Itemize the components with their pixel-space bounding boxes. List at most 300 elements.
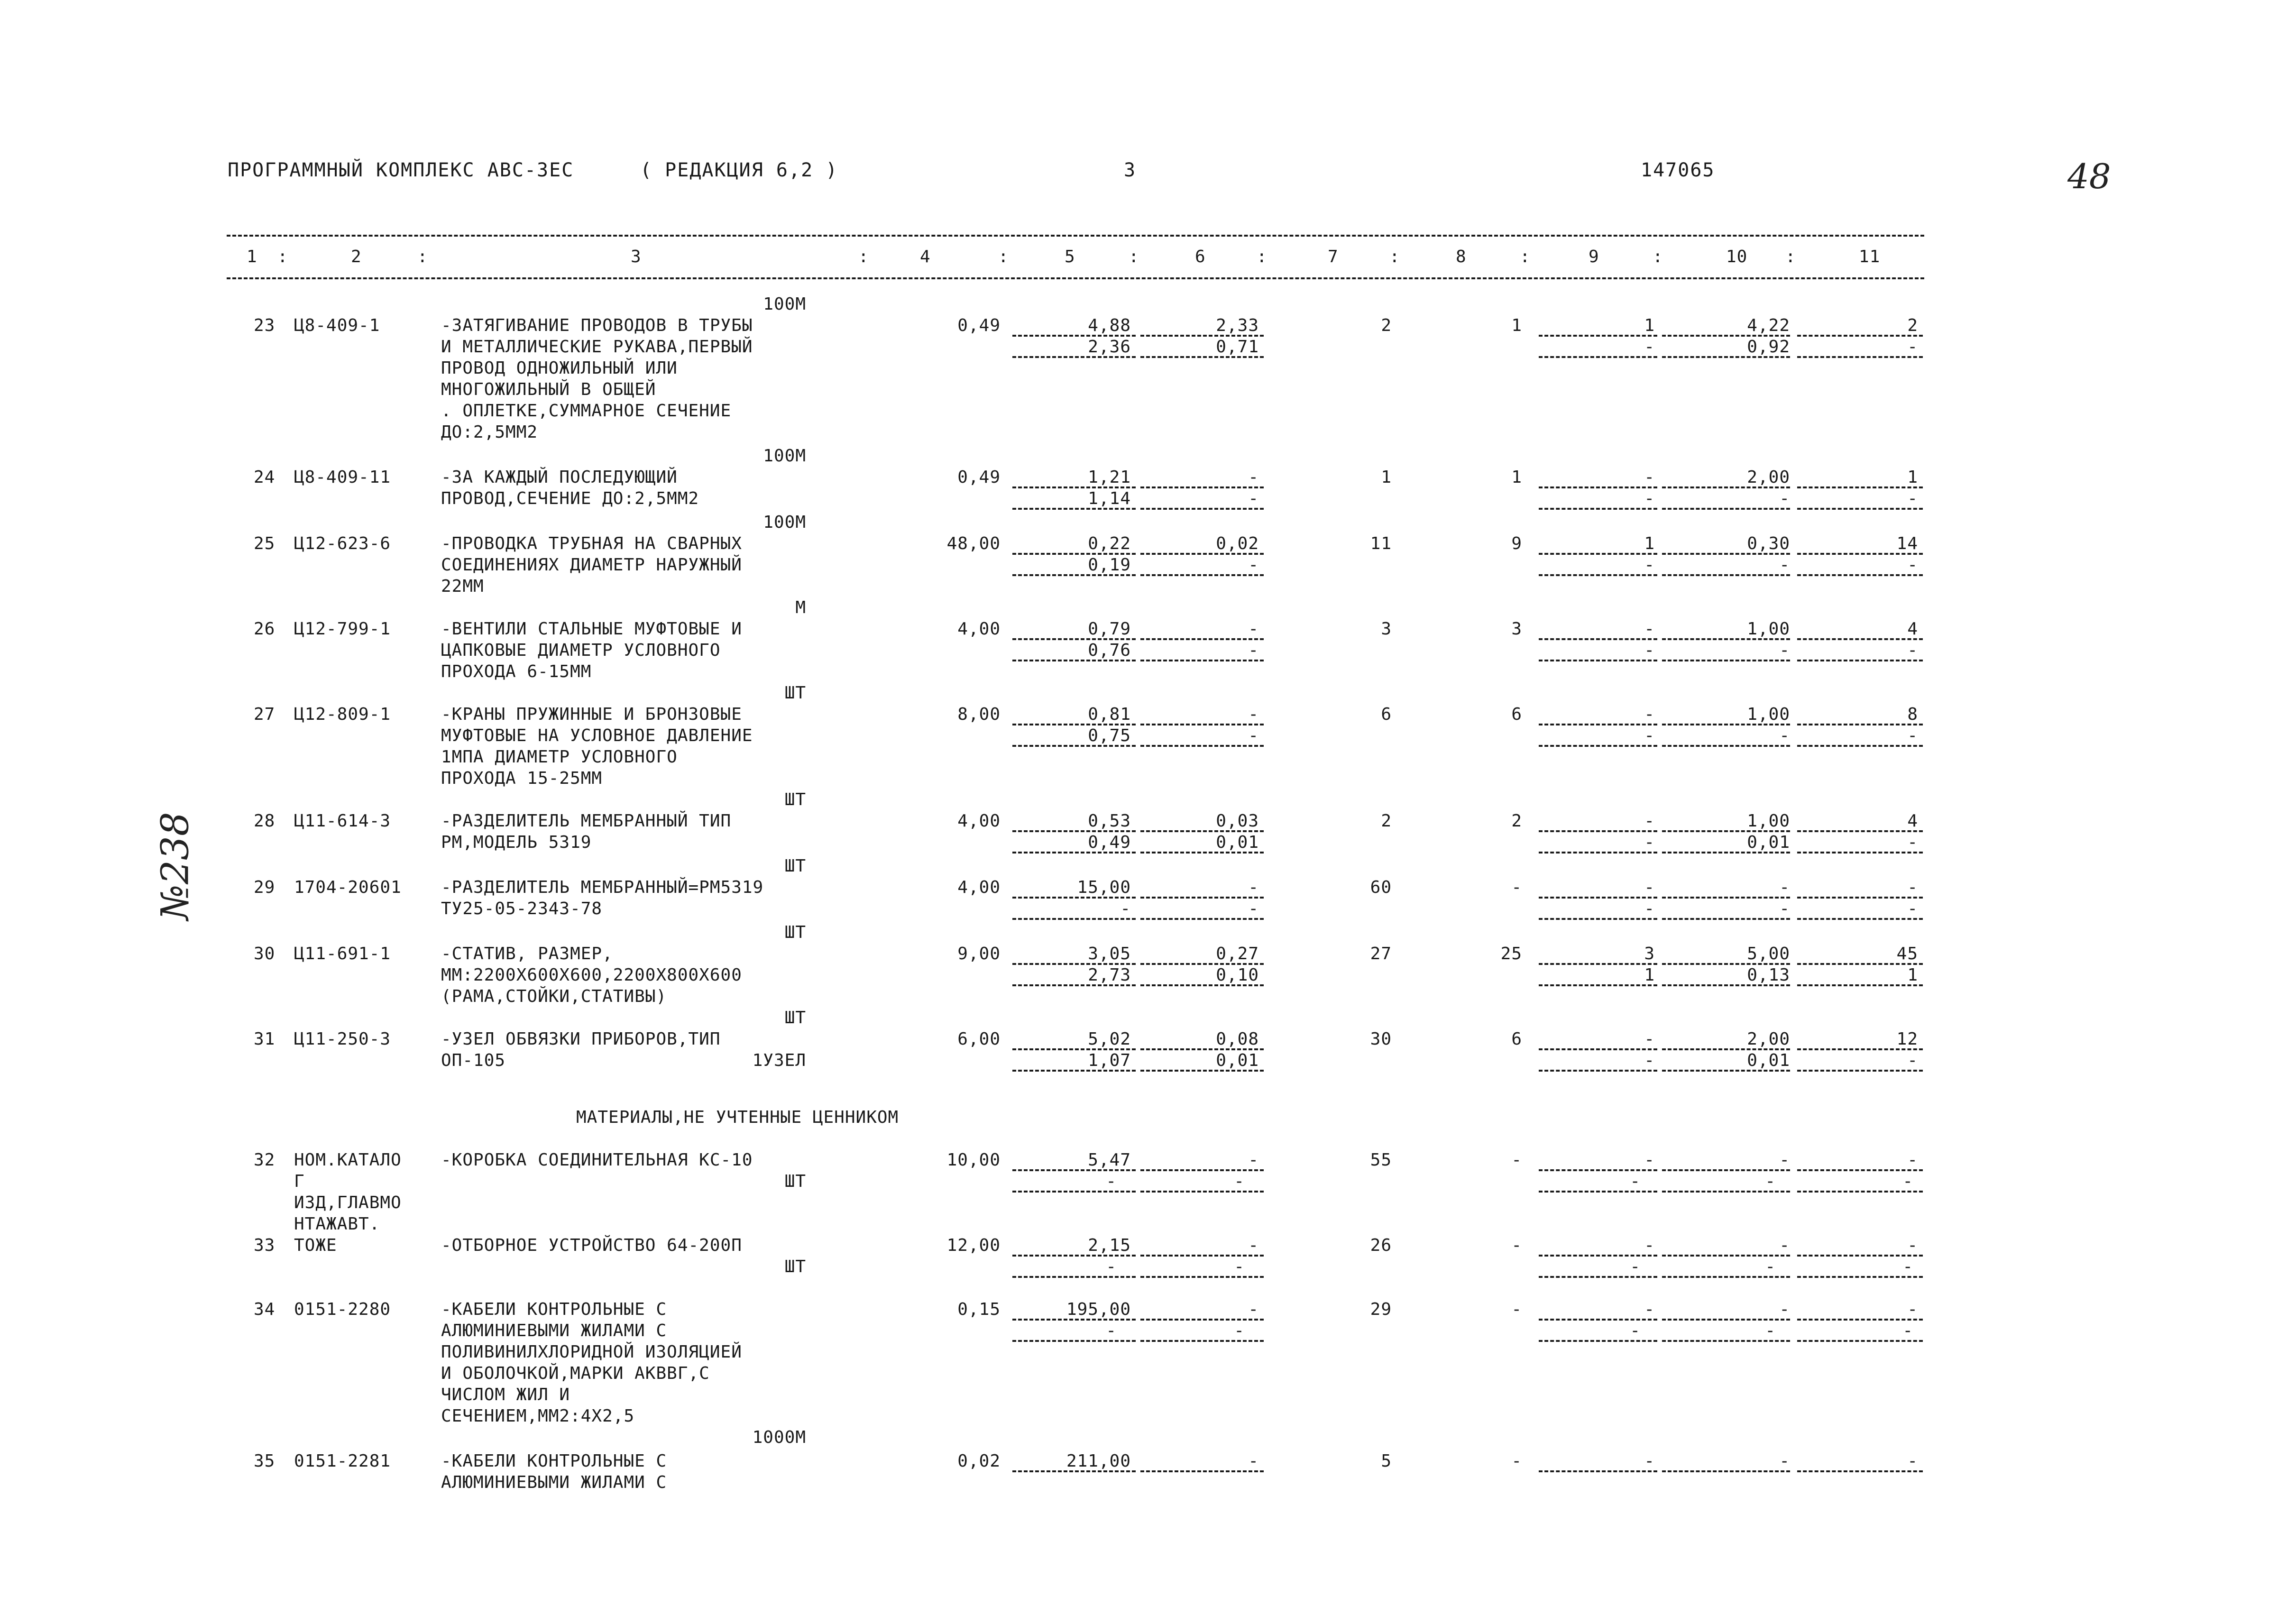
fraction-rule (1662, 356, 1790, 358)
row-number: 28 (254, 811, 276, 831)
empty-dash: - (1765, 1257, 1776, 1276)
wage-value: 0,10 (1216, 965, 1259, 985)
cost-value: - (1248, 468, 1259, 487)
cost-value: 211,00 (1066, 1451, 1131, 1471)
cost-value: 0,03 (1216, 811, 1259, 831)
column-separator: : (277, 247, 288, 266)
wage-value: 0,71 (1216, 337, 1259, 357)
work-description: СОЕДИНЕНИЯХ ДИАМЕТР НАРУЖНЫЙ (441, 555, 742, 575)
labor-value: 8 (1907, 705, 1918, 724)
fraction-rule (1140, 1070, 1264, 1072)
labor-value: 45 (1896, 944, 1918, 963)
wage-total: 0,13 (1747, 965, 1790, 985)
row-number: 30 (254, 944, 276, 963)
labor-value: 2,00 (1747, 1029, 1790, 1049)
total-value: 2 (1511, 811, 1522, 831)
labor-value: 4 (1907, 619, 1918, 639)
labor-value: 1,00 (1747, 811, 1790, 831)
wage-total: - (1644, 337, 1655, 357)
fraction-rule (1012, 745, 1136, 747)
total-value: 6 (1381, 705, 1392, 724)
fraction-rule (1539, 1070, 1657, 1072)
price-code: Ц11-614-3 (294, 811, 391, 831)
fraction-rule (1140, 508, 1264, 510)
fraction-rule (1797, 1070, 1923, 1072)
empty-dash: - (1630, 1172, 1641, 1191)
wage-value: 0,75 (1088, 726, 1131, 745)
unit-label: ШТ (784, 683, 806, 703)
column-separator: : (858, 247, 869, 266)
wage-total: - (1644, 1051, 1655, 1070)
unit-label: 1УЗЕЛ (752, 1051, 806, 1070)
work-description: ТУ25-05-2343-78 (441, 899, 603, 918)
work-description: ПРОХОДА 15-25ММ (441, 769, 603, 788)
labor-value: - (1779, 1451, 1790, 1471)
fraction-rule (1797, 984, 1923, 986)
price-code: НТАЖАВТ. (294, 1214, 380, 1234)
column-separator: : (417, 247, 428, 266)
work-description: -РАЗДЕЛИТЕЛЬ МЕМБРАННЫЙ=РМ5319 (441, 878, 764, 897)
quantity-value: 4,00 (957, 619, 1001, 639)
fraction-rule (1012, 574, 1136, 576)
labor-value: 2 (1907, 316, 1918, 335)
wage-value: - (1248, 555, 1259, 575)
wage-total: - (1907, 726, 1918, 745)
price-code: НОМ.КАТАЛО (294, 1150, 402, 1170)
price-code: Ц11-691-1 (294, 944, 391, 963)
fraction-rule (1662, 1340, 1790, 1342)
cost-value: 195,00 (1066, 1300, 1131, 1319)
fraction-rule (1140, 984, 1264, 986)
document-code: 147065 (1641, 159, 1715, 181)
column-separator: : (1257, 247, 1267, 266)
fraction-rule (1140, 1470, 1264, 1472)
row-number: 27 (254, 705, 276, 724)
labor-value: - (1779, 1300, 1790, 1319)
cost-value: - (1248, 619, 1259, 639)
fraction-rule (1012, 1191, 1136, 1193)
price-code: ИЗД,ГЛАВМО (294, 1193, 402, 1212)
total-value: 1 (1511, 468, 1522, 487)
wage-value: 1,14 (1088, 489, 1131, 508)
fraction-rule (1140, 574, 1264, 576)
empty-dash: - (1902, 1257, 1913, 1276)
row-number: 35 (254, 1451, 276, 1471)
total-value: - (1644, 1029, 1655, 1049)
total-value: 6 (1511, 1029, 1522, 1049)
empty-dash: - (1765, 1172, 1776, 1191)
fraction-rule (1140, 1191, 1264, 1193)
wage-total: - (1779, 555, 1790, 575)
unit-label: 100М (763, 446, 806, 466)
total-value: 9 (1511, 534, 1522, 553)
total-value: 5 (1381, 1451, 1392, 1471)
total-value: 11 (1370, 534, 1392, 553)
work-description: 22ММ (441, 577, 484, 596)
total-value: - (1644, 1150, 1655, 1170)
unit-label: 100М (763, 513, 806, 532)
fraction-rule (1539, 1276, 1657, 1278)
wage-value: 1,07 (1088, 1051, 1131, 1070)
quantity-value: 6,00 (957, 1029, 1001, 1049)
wage-total: - (1644, 726, 1655, 745)
fraction-rule (1662, 1191, 1790, 1193)
fraction-rule (1140, 1276, 1264, 1278)
fraction-rule (1797, 745, 1923, 747)
wage-total: 0,92 (1747, 337, 1790, 357)
column-header-7: 7 (1328, 247, 1339, 266)
labor-value: 2,00 (1747, 468, 1790, 487)
work-description: ЦАПКОВЫЕ ДИАМЕТР УСЛОВНОГО (441, 641, 721, 660)
total-value: 3 (1511, 619, 1522, 639)
price-code: Ц11-250-3 (294, 1029, 391, 1049)
fraction-rule (1662, 984, 1790, 986)
column-header-9: 9 (1589, 247, 1599, 266)
labor-value: 4 (1907, 811, 1918, 831)
wage-value: 0,49 (1088, 833, 1131, 852)
empty-dash: - (1234, 1321, 1245, 1340)
fraction-rule (1012, 660, 1136, 661)
price-code: 0151-2281 (294, 1451, 391, 1471)
column-separator: : (1129, 247, 1139, 266)
total-value: 1 (1644, 316, 1655, 335)
fraction-rule (1539, 574, 1657, 576)
total-value: 6 (1511, 705, 1522, 724)
wage-total: - (1644, 555, 1655, 575)
fraction-rule (1539, 745, 1657, 747)
labor-value: 1,00 (1747, 619, 1790, 639)
work-description: -УЗЕЛ ОБВЯЗКИ ПРИБОРОВ,ТИП (441, 1029, 721, 1049)
price-code: Ц8-409-11 (294, 468, 391, 487)
cost-value: 2,15 (1088, 1236, 1131, 1255)
total-value: - (1644, 468, 1655, 487)
column-header-1: 1 (247, 247, 257, 266)
fraction-rule (1140, 660, 1264, 661)
total-value: 30 (1370, 1029, 1392, 1049)
fraction-rule (1012, 984, 1136, 986)
fraction-rule (1140, 852, 1264, 853)
empty-dash: - (1902, 1321, 1913, 1340)
fraction-rule (1012, 1070, 1136, 1072)
wage-value: - (1248, 899, 1259, 918)
total-value: 3 (1381, 619, 1392, 639)
program-title: ПРОГРАММНЫЙ КОМПЛЕКС АВС-ЗЕС (228, 159, 574, 181)
material-description: -КАБЕЛИ КОНТРОЛЬНЫЕ С (441, 1451, 667, 1471)
empty-dash: - (1106, 1257, 1117, 1276)
cost-value: - (1248, 878, 1259, 897)
wage-total: 0,01 (1747, 1051, 1790, 1070)
total-value: - (1644, 811, 1655, 831)
work-description: (РАМА,СТОЙКИ,СТАТИВЫ) (441, 987, 667, 1006)
fraction-rule (1797, 574, 1923, 576)
fraction-rule (1662, 918, 1790, 920)
fraction-rule (1797, 1340, 1923, 1342)
fraction-rule (1012, 918, 1136, 920)
labor-value: 0,30 (1747, 534, 1790, 553)
empty-dash: - (1630, 1321, 1641, 1340)
column-header-5: 5 (1065, 247, 1075, 266)
cost-value: 1,21 (1088, 468, 1131, 487)
fraction-rule (1012, 1340, 1136, 1342)
sheet-number: 3 (1124, 159, 1137, 181)
cost-value: 5,47 (1088, 1150, 1131, 1170)
unit-label: ШТ (784, 923, 806, 942)
material-description: ЧИСЛОМ ЖИЛ И (441, 1385, 570, 1404)
material-description: И ОБОЛОЧКОЙ,МАРКИ АКВВГ,С (441, 1364, 710, 1383)
price-code: 1704-20601 (294, 878, 402, 897)
wage-value: - (1248, 489, 1259, 508)
wage-value: 2,36 (1088, 337, 1131, 357)
total-value: - (1511, 1300, 1522, 1319)
labor-value: 14 (1896, 534, 1918, 553)
fraction-rule (1797, 1276, 1923, 1278)
fraction-rule (1797, 660, 1923, 661)
work-description: ПРОВОД,СЕЧЕНИЕ ДО:2,5ММ2 (441, 489, 699, 508)
wage-total: 0,01 (1747, 833, 1790, 852)
fraction-rule (1539, 356, 1657, 358)
total-value: 1 (1644, 534, 1655, 553)
work-description: ММ:2200Х600Х600,2200Х800Х600 (441, 965, 742, 985)
empty-dash: - (1765, 1321, 1776, 1340)
row-number: 32 (254, 1150, 276, 1170)
wage-total: 1 (1907, 965, 1918, 985)
total-value: - (1644, 1300, 1655, 1319)
column-separator: : (1653, 247, 1663, 266)
total-value: - (1511, 1150, 1522, 1170)
row-number: 26 (254, 619, 276, 639)
fraction-rule (1012, 1470, 1136, 1472)
wage-total: 1 (1644, 965, 1655, 985)
column-header-11: 11 (1859, 247, 1881, 266)
wage-total: - (1644, 833, 1655, 852)
wage-value: - (1248, 641, 1259, 660)
cost-value: 0,08 (1216, 1029, 1259, 1049)
wage-total: - (1907, 489, 1918, 508)
row-number: 31 (254, 1029, 276, 1049)
total-value: 26 (1370, 1236, 1392, 1255)
quantity-value: 0,49 (957, 468, 1001, 487)
work-description: -ВЕНТИЛИ СТАЛЬНЫЕ МУФТОВЫЕ И (441, 619, 742, 639)
unit-label: М (795, 598, 806, 617)
column-header-10: 10 (1726, 247, 1748, 266)
fraction-rule (1140, 745, 1264, 747)
wage-total: - (1779, 641, 1790, 660)
price-code: 0151-2280 (294, 1300, 391, 1319)
material-description: -КАБЕЛИ КОНТРОЛЬНЫЕ С (441, 1300, 667, 1319)
cost-value: 5,02 (1088, 1029, 1131, 1049)
work-description: 1МПА ДИАМЕТР УСЛОВНОГО (441, 747, 678, 767)
fraction-rule (1012, 356, 1136, 358)
header-rule-top (227, 235, 1924, 237)
wage-value: 0,01 (1216, 833, 1259, 852)
labor-value: 1 (1907, 468, 1918, 487)
edition-label: ( РЕДАКЦИЯ 6,2 ) (640, 159, 838, 181)
fraction-rule (1662, 508, 1790, 510)
cost-value: 15,00 (1077, 878, 1131, 897)
empty-dash: - (1106, 1321, 1117, 1340)
cost-value: 3,05 (1088, 944, 1131, 963)
fraction-rule (1539, 660, 1657, 661)
fraction-rule (1140, 1340, 1264, 1342)
total-value: 27 (1370, 944, 1392, 963)
work-description: -РАЗДЕЛИТЕЛЬ МЕМБРАННЫЙ ТИП (441, 811, 732, 831)
row-number: 34 (254, 1300, 276, 1319)
cost-value: - (1248, 1150, 1259, 1170)
work-description: ПРОХОДА 6-15ММ (441, 662, 592, 681)
labor-value: - (1907, 1236, 1918, 1255)
work-description: РМ,МОДЕЛЬ 5319 (441, 833, 592, 852)
unit-label: 1000М (752, 1428, 806, 1447)
total-value: - (1644, 705, 1655, 724)
fraction-rule (1797, 1191, 1923, 1193)
total-value: 55 (1370, 1150, 1392, 1170)
wage-total: - (1644, 641, 1655, 660)
wage-total: - (1779, 489, 1790, 508)
wage-total: - (1907, 337, 1918, 357)
unit-label: ШТ (784, 856, 806, 876)
fraction-rule (1012, 852, 1136, 853)
fraction-rule (1662, 745, 1790, 747)
wage-total: - (1644, 489, 1655, 508)
total-value: 60 (1370, 878, 1392, 897)
wage-total: - (1644, 899, 1655, 918)
total-value: - (1511, 1451, 1522, 1471)
column-header-6: 6 (1195, 247, 1206, 266)
quantity-value: 12,00 (946, 1236, 1001, 1255)
column-separator: : (998, 247, 1009, 266)
empty-dash: - (1234, 1172, 1245, 1191)
wage-value: 0,19 (1088, 555, 1131, 575)
labor-value: - (1779, 1150, 1790, 1170)
wage-total: - (1907, 555, 1918, 575)
fraction-rule (1140, 356, 1264, 358)
cost-value: 4,88 (1088, 316, 1131, 335)
fraction-rule (1797, 918, 1923, 920)
material-description: -КОРОБКА СОЕДИНИТЕЛЬНАЯ КС-10 (441, 1150, 753, 1170)
total-value: 25 (1500, 944, 1522, 963)
fraction-rule (1539, 852, 1657, 853)
column-separator: : (1520, 247, 1531, 266)
unit-label: ШТ (784, 1008, 806, 1028)
work-description: -СТАТИВ, РАЗМЕР, (441, 944, 613, 963)
wage-total: - (1907, 641, 1918, 660)
cost-value: 0,27 (1216, 944, 1259, 963)
fraction-rule (1662, 660, 1790, 661)
labor-value: - (1907, 1150, 1918, 1170)
cost-value: 0,81 (1088, 705, 1131, 724)
cost-value: - (1248, 1300, 1259, 1319)
wage-total: - (1907, 899, 1918, 918)
material-description: АЛЮМИНИЕВЫМИ ЖИЛАМИ С (441, 1321, 667, 1340)
wage-value: 2,73 (1088, 965, 1131, 985)
wage-value: - (1120, 899, 1131, 918)
quantity-value: 4,00 (957, 878, 1001, 897)
unit-label: ШТ (784, 1257, 806, 1276)
cost-value: 0,22 (1088, 534, 1131, 553)
work-description: -КРАНЫ ПРУЖИННЫЕ И БРОНЗОВЫЕ (441, 705, 742, 724)
fraction-rule (1539, 1340, 1657, 1342)
wage-total: - (1907, 1051, 1918, 1070)
quantity-value: 0,49 (957, 316, 1001, 335)
quantity-value: 48,00 (946, 534, 1001, 553)
material-description: АЛЮМИНИЕВЫМИ ЖИЛАМИ С (441, 1473, 667, 1492)
quantity-value: 10,00 (946, 1150, 1001, 1170)
total-value: 2 (1381, 811, 1392, 831)
column-header-3: 3 (631, 247, 642, 266)
wage-value: 0,01 (1216, 1051, 1259, 1070)
cost-value: 0,02 (1216, 534, 1259, 553)
column-header-4: 4 (920, 247, 931, 266)
cost-value: 0,79 (1088, 619, 1131, 639)
fraction-rule (1797, 356, 1923, 358)
cost-value: 2,33 (1216, 316, 1259, 335)
total-value: 3 (1644, 944, 1655, 963)
empty-dash: - (1630, 1257, 1641, 1276)
total-value: - (1644, 1236, 1655, 1255)
labor-value: 1,00 (1747, 705, 1790, 724)
column-header-2: 2 (351, 247, 362, 266)
fraction-rule (1662, 574, 1790, 576)
row-number: 23 (254, 316, 276, 335)
total-value: 2 (1381, 316, 1392, 335)
price-code: Ц12-809-1 (294, 705, 391, 724)
total-value: - (1511, 878, 1522, 897)
labor-value: - (1779, 1236, 1790, 1255)
fraction-rule (1539, 1191, 1657, 1193)
quantity-value: 0,15 (957, 1300, 1001, 1319)
work-description: -ЗА КАЖДЫЙ ПОСЛЕДУЮЩИЙ (441, 468, 678, 487)
cost-value: - (1248, 705, 1259, 724)
work-description: И МЕТАЛЛИЧЕСКИЕ РУКАВА,ПЕРВЫЙ (441, 337, 753, 357)
section-title: МАТЕРИАЛЫ,НЕ УЧТЕННЫЕ ЦЕННИКОМ (576, 1108, 899, 1127)
cost-value: 0,53 (1088, 811, 1131, 831)
quantity-value: 4,00 (957, 811, 1001, 831)
material-description: СЕЧЕНИЕМ,ММ2:4Х2,5 (441, 1406, 635, 1426)
unit-label: 100М (763, 294, 806, 314)
fraction-rule (1797, 1470, 1923, 1472)
price-code: Ц12-623-6 (294, 534, 391, 553)
fraction-rule (1012, 508, 1136, 510)
fraction-rule (1539, 508, 1657, 510)
work-description: ОП-105 (441, 1051, 506, 1070)
total-value: 1 (1381, 468, 1392, 487)
fraction-rule (1539, 1470, 1657, 1472)
labor-value: 12 (1896, 1029, 1918, 1049)
total-value: 29 (1370, 1300, 1392, 1319)
empty-dash: - (1234, 1257, 1245, 1276)
fraction-rule (1797, 508, 1923, 510)
wage-value: 0,76 (1088, 641, 1131, 660)
labor-value: 4,22 (1747, 316, 1790, 335)
row-number: 25 (254, 534, 276, 553)
cost-value: - (1248, 1451, 1259, 1471)
column-separator: : (1389, 247, 1400, 266)
empty-dash: - (1106, 1172, 1117, 1191)
unit-label: ШТ (784, 1172, 806, 1191)
row-number: 29 (254, 878, 276, 897)
wage-total: - (1779, 899, 1790, 918)
unit-label: ШТ (784, 790, 806, 809)
price-code: Ц8-409-1 (294, 316, 380, 335)
total-value: - (1644, 878, 1655, 897)
quantity-value: 9,00 (957, 944, 1001, 963)
work-description: ДО:2,5ММ2 (441, 422, 538, 442)
column-separator: : (1785, 247, 1796, 266)
fraction-rule (1662, 852, 1790, 853)
fraction-rule (1662, 1470, 1790, 1472)
labor-value: - (1907, 878, 1918, 897)
fraction-rule (1797, 852, 1923, 853)
